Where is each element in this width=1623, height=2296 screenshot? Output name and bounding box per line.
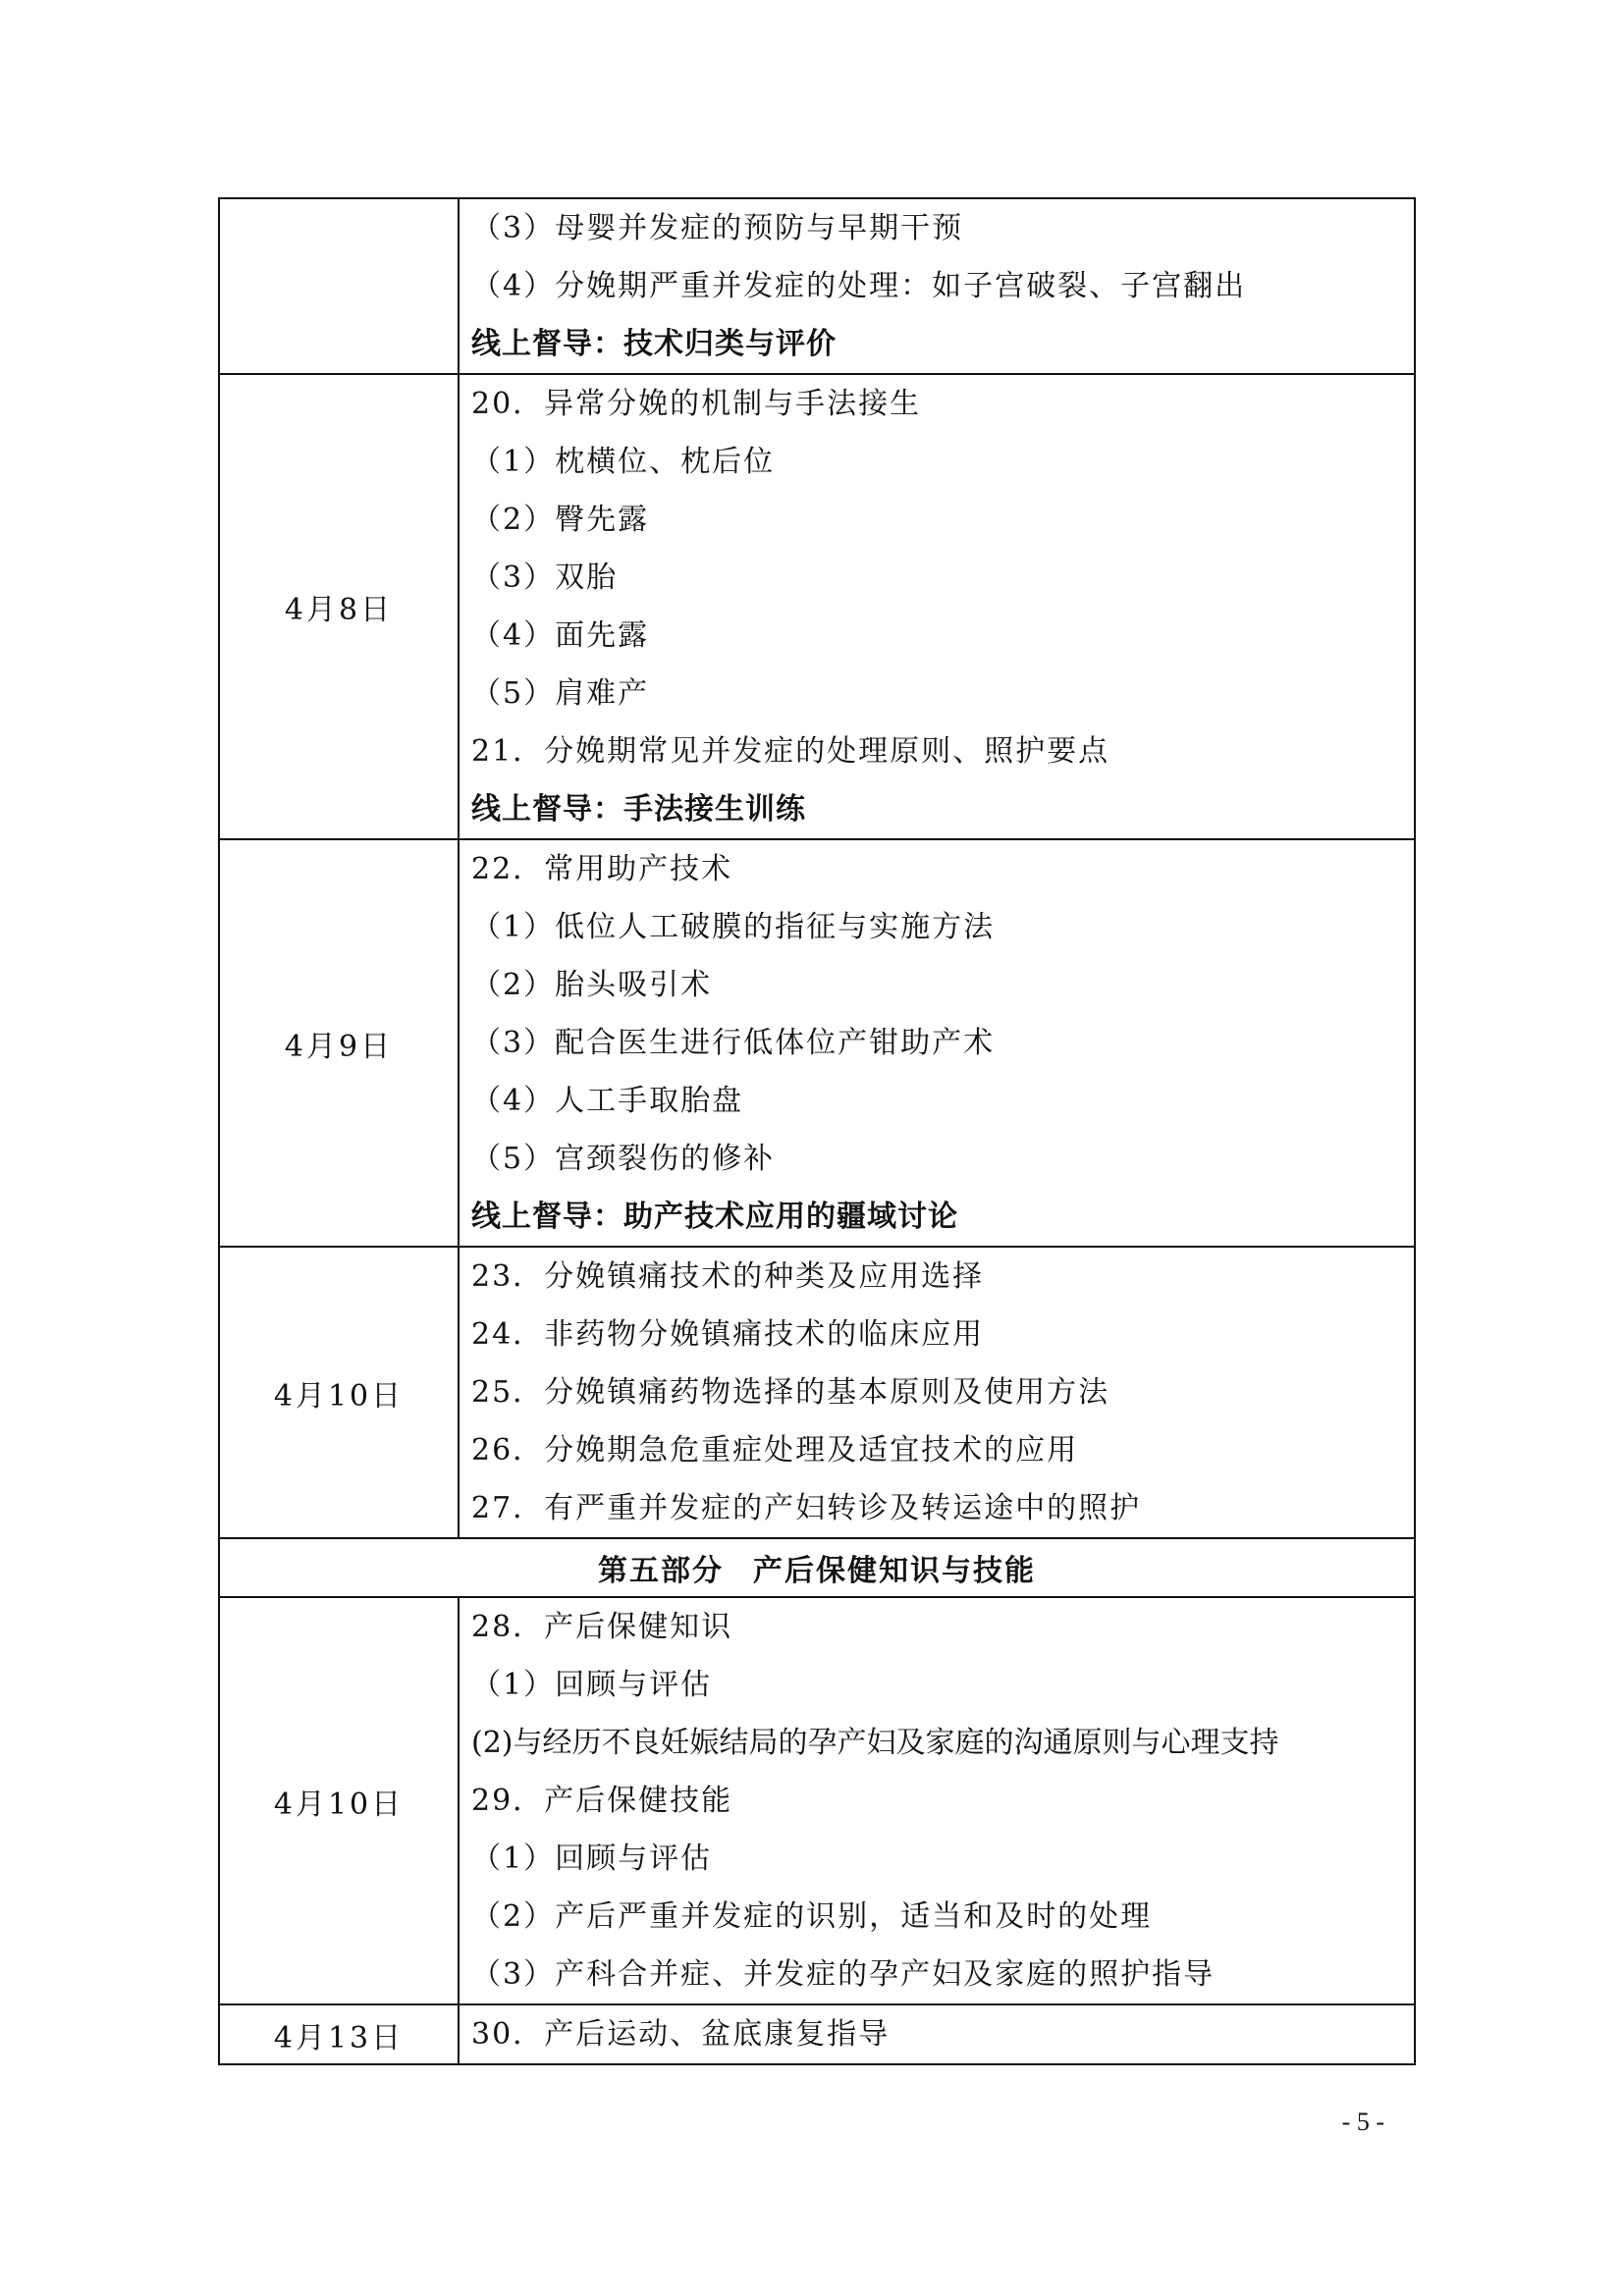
supervision-line: 线上督导：技术归类与评价 <box>471 327 837 361</box>
schedule-date: 4月13日 <box>219 2004 459 2064</box>
content-line: （4）面先露 <box>471 618 650 653</box>
content-line: （5）肩难产 <box>471 676 650 711</box>
content-line: （5）宫颈裂伤的修补 <box>471 1142 776 1176</box>
section-title: 产后保健知识与技能 <box>753 1554 1036 1588</box>
content-line: （1）枕横位、枕后位 <box>471 445 776 479</box>
schedule-content <box>459 1247 1415 1538</box>
supervision-line: 线上督导：助产技术应用的疆域讨论 <box>471 1200 958 1234</box>
content-line: （1）低位人工破膜的指征与实施方法 <box>471 910 996 944</box>
schedule-content <box>459 1597 1415 2004</box>
supervision-line: 线上督导：手法接生训练 <box>471 792 806 827</box>
schedule-table <box>218 197 1416 2065</box>
content-line: 26．分娩期急危重症处理及适宜技术的应用 <box>471 1433 1079 1468</box>
content-line: （3）配合医生进行低体位产钳助产术 <box>471 1026 996 1060</box>
content-line: 29．产后保健技能 <box>471 1784 733 1818</box>
content-line: （2）臀先露 <box>471 503 650 537</box>
schedule-row <box>219 839 1415 1247</box>
schedule-content <box>459 2004 1415 2064</box>
schedule-row <box>219 1247 1415 1538</box>
content-line: （1）回顾与评估 <box>471 1842 713 1876</box>
content-line: 30．产后运动、盆底康复指导 <box>471 2017 891 2052</box>
schedule-content <box>459 839 1415 1247</box>
content-line: （1）回顾与评估 <box>471 1668 713 1702</box>
schedule-row <box>219 374 1415 839</box>
schedule-date: 4月10日 <box>219 1597 459 2004</box>
schedule-row <box>219 198 1415 374</box>
schedule-row <box>219 2004 1415 2064</box>
content-line: (2)与经历不良妊娠结局的孕产妇及家庭的沟通原则与心理支持 <box>471 1726 1279 1760</box>
schedule-date: 4月9日 <box>219 839 459 1247</box>
content-line: （3）产科合并症、并发症的孕产妇及家庭的照护指导 <box>471 1957 1216 1992</box>
content-line: 20．异常分娩的机制与手法接生 <box>471 387 922 421</box>
content-line: 27．有严重并发症的产妇转诊及转运途中的照护 <box>471 1491 1142 1525</box>
section-part: 第五部分 <box>598 1554 724 1588</box>
schedule-date <box>219 198 459 374</box>
content-line: 24．非药物分娩镇痛技术的临床应用 <box>471 1317 985 1352</box>
page-number: - 5 - <box>1341 2108 1384 2136</box>
content-line: 28．产后保健知识 <box>471 1610 733 1644</box>
content-line: 22．常用助产技术 <box>471 852 733 886</box>
content-line: （4）人工手取胎盘 <box>471 1084 744 1118</box>
content-line: 23．分娩镇痛技术的种类及应用选择 <box>471 1259 985 1294</box>
content-line: （4）分娩期严重并发症的处理：如子宫破裂、子宫翻出 <box>471 269 1247 303</box>
schedule-date: 4月8日 <box>219 374 459 839</box>
content-line: （2）产后严重并发症的识别，适当和及时的处理 <box>471 1899 1153 1934</box>
schedule-content <box>459 374 1415 839</box>
content-line: （3）母婴并发症的预防与早期干预 <box>471 211 964 245</box>
section-header <box>219 1538 1415 1597</box>
content-line: 25．分娩镇痛药物选择的基本原则及使用方法 <box>471 1375 1110 1410</box>
section-header-row <box>219 1538 1415 1597</box>
schedule-table-body <box>219 198 1415 2064</box>
content-line: 21．分娩期常见并发症的处理原则、照护要点 <box>471 734 1110 769</box>
content-line: （3）双胎 <box>471 561 619 595</box>
schedule-date: 4月10日 <box>219 1247 459 1538</box>
schedule-content <box>459 198 1415 374</box>
content-line: （2）胎头吸引术 <box>471 968 713 1002</box>
schedule-row <box>219 1597 1415 2004</box>
